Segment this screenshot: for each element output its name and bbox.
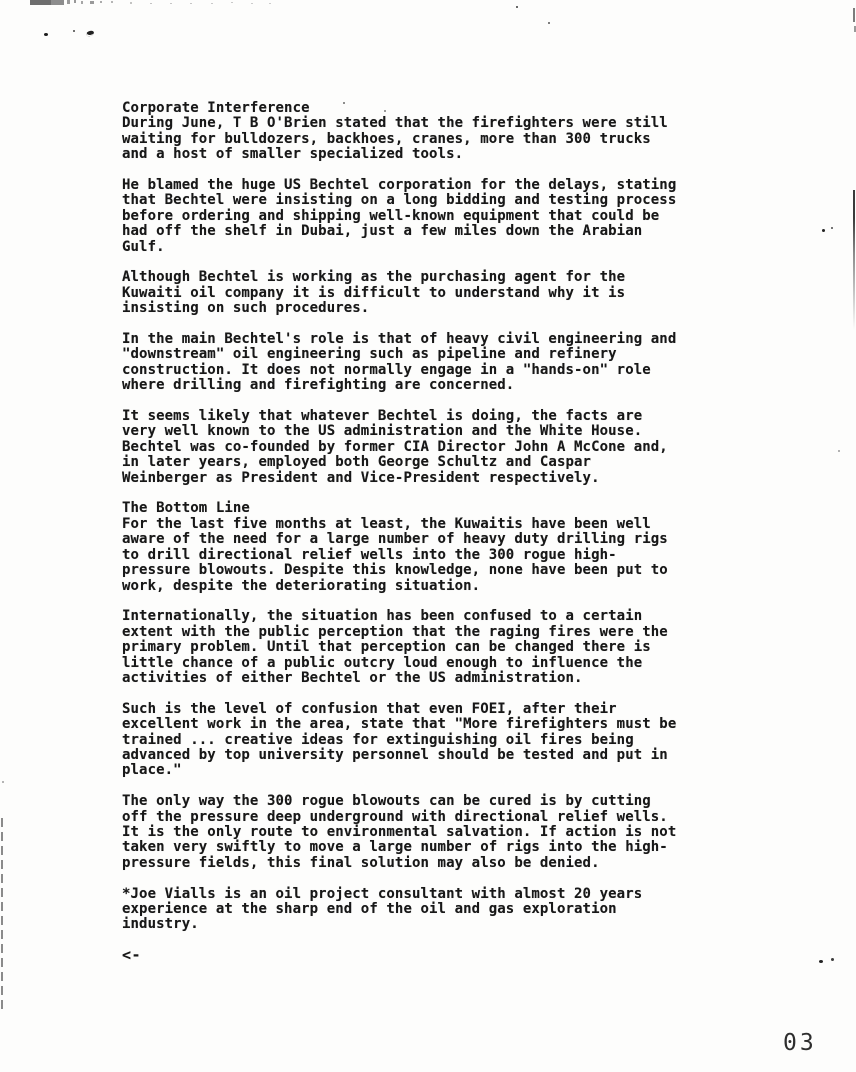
text-line: Weinberger as President and Vice-President respectively. — [122, 469, 600, 486]
section-heading — [122, 501, 697, 516]
scan-speck — [251, 3, 253, 4]
scan-speck — [548, 22, 550, 24]
scan-speck — [516, 6, 518, 8]
scan-speck — [44, 33, 48, 36]
scan-speck — [822, 229, 825, 232]
scan-speck — [831, 227, 833, 229]
text-line: industry. — [122, 916, 199, 933]
text-line: Although Bechtel is working as the purchasing agent for the — [122, 269, 626, 286]
scan-speck — [231, 2, 233, 3]
footer-return-mark: <- — [122, 946, 142, 964]
text-line: before ordering and shipping well-known equipment that could be — [122, 207, 660, 224]
text-line: It is the only route to environmental salvation. If action is not — [122, 823, 677, 840]
text-line: Internationally, the situation has been confused to a certain — [122, 608, 643, 625]
text-line: Kuwaiti oil company it is difficult to understand why it is — [122, 284, 626, 301]
text-line: He blamed the huge US Bechtel corporation for the delays, stating — [122, 177, 677, 194]
text-line: In the main Bechtel's role is that of heavy civil engineering and — [122, 331, 677, 348]
scan-speck — [190, 3, 192, 4]
scan-speck — [269, 3, 271, 4]
text-line: place." — [122, 762, 182, 779]
text-line: trained ... creative ideas for extinguishing oil fires being — [122, 731, 634, 748]
text-line: little chance of a public outcry loud enough to influence the — [122, 654, 643, 671]
text-line: pressure blowouts. Despite this knowledge, none have been put to — [122, 562, 668, 579]
paragraph — [122, 332, 697, 394]
text-line: "downstream" oil engineering such as pipeline and refinery — [122, 346, 617, 363]
scan-speck — [211, 3, 213, 4]
scan-tick-artifact — [74, 0, 76, 3]
scan-tick-artifact — [100, 1, 102, 3]
text-line: excellent work in the area, state that "More firefighters must be — [122, 716, 677, 733]
text-line: Corporate Interference — [122, 100, 310, 116]
paragraph — [122, 270, 697, 316]
text-line: experience at the sharp end of the oil and gas exploration — [122, 900, 617, 917]
text-line: activities of either Bechtel or the US administration. — [122, 669, 583, 686]
paragraph — [122, 794, 697, 871]
paragraph — [122, 409, 697, 486]
paragraph — [122, 702, 697, 779]
text-line: insisting on such procedures. — [122, 300, 370, 317]
text-line: to drill directional relief wells into the 300 rogue high- — [122, 546, 617, 563]
text-line: Such is the level of confusion that even FOEI, after their — [122, 700, 617, 717]
paragraph — [122, 887, 697, 933]
text-line: waiting for bulldozers, backhoes, cranes, more than 300 trucks — [122, 130, 651, 147]
text-line: For the last five months at least, the Kuwaitis have been well — [122, 515, 651, 532]
text-line: The only way the 300 rogue blowouts can be cured is by cutting — [122, 793, 651, 810]
scan-speck — [831, 958, 834, 961]
paragraph — [122, 517, 697, 594]
text-line: and a host of smaller specialized tools. — [122, 146, 464, 163]
text-line: work, despite the deteriorating situation. — [122, 577, 481, 594]
text-line: pressure fields, this final solution may also be denied. — [122, 854, 600, 871]
scan-tick-artifact — [111, 1, 113, 3]
text-line: construction. It does not normally engage in a "hands-on" role — [122, 361, 651, 378]
text-line: The Bottom Line — [122, 500, 250, 517]
text-line: Bechtel was co-founded by former CIA Director John A McCone and, — [122, 438, 668, 455]
text-line: advanced by top university personnel should be tested and put in — [122, 746, 668, 763]
text-line: very well known to the US administration and the White House. — [122, 423, 643, 440]
scan-speck — [838, 450, 840, 452]
scan-speck — [819, 960, 823, 963]
text-line: primary problem. Until that perception can be changed there is — [122, 639, 651, 656]
text-line: in later years, employed both George Schultz and Caspar — [122, 454, 592, 471]
scan-edge-mark — [853, 8, 855, 22]
page-number: 03 — [783, 1030, 817, 1056]
text-line: aware of the need for a large number of heavy duty drilling rigs — [122, 531, 668, 548]
scan-speck — [73, 30, 75, 32]
scan-edge-line — [1, 818, 3, 1014]
text-line: Gulf. — [122, 238, 165, 255]
scan-speck — [2, 781, 4, 783]
text-line: It seems likely that whatever Bechtel is doing, the facts are — [122, 408, 643, 425]
scan-tick-artifact — [90, 1, 94, 4]
paragraph — [122, 116, 697, 162]
text-line: extent with the public perception that the raging fires were the — [122, 623, 668, 640]
text-line: During June, T B O'Brien stated that the firefighters were still — [122, 115, 668, 132]
scan-blot — [86, 30, 95, 37]
scan-tick-artifact — [81, 1, 83, 4]
document-body — [122, 101, 697, 948]
text-line: where drilling and firefighting are concerned. — [122, 377, 515, 394]
text-line: that Bechtel were insisting on a long bidding and testing process — [122, 192, 677, 209]
scan-speck — [130, 2, 132, 4]
paragraph — [122, 609, 697, 686]
scan-speck — [170, 3, 172, 4]
text-line: taken very swiftly to move a large number of rigs into the high- — [122, 839, 668, 856]
text-line: had off the shelf in Dubai, just a few miles down the Arabian — [122, 223, 643, 240]
text-line: off the pressure deep underground with directional relief wells. — [122, 808, 668, 825]
paragraph — [122, 178, 697, 255]
scan-speck — [150, 3, 152, 4]
scan-tick-artifact — [67, 0, 70, 4]
scan-edge-line — [853, 190, 855, 330]
text-line: *Joe Vialls is an oil project consultant with almost 20 years — [122, 885, 643, 902]
scan-bar-artifact — [51, 0, 64, 5]
scan-bar-artifact — [30, 0, 51, 5]
